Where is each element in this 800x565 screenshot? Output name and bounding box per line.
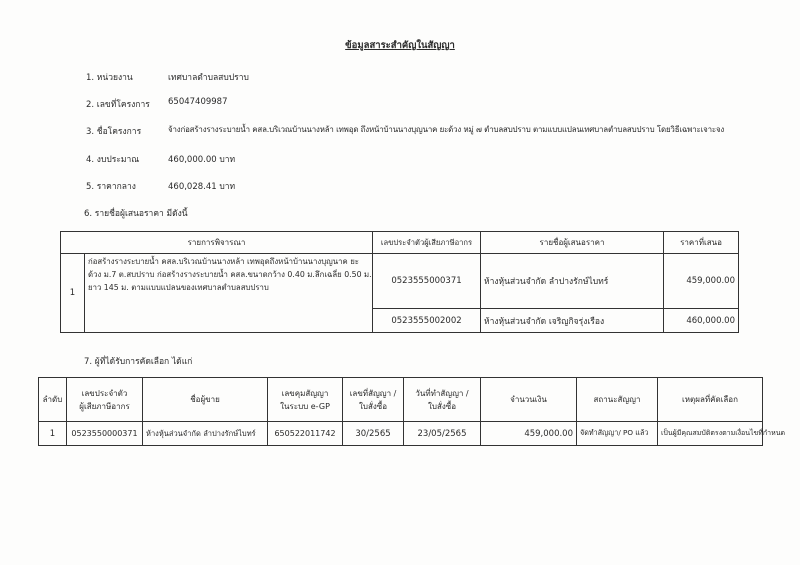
item-description-line: ด้วง ม.7 ต.สบปราบ ก่อสร้างรางระบายน้ำ คสล.ขนาดกว้าง 0.40 ม.ลึกเฉลี่ย 0.50 ม. [88,270,372,279]
bidders-table [60,231,739,333]
bidder-name: ห้างหุ้นส่วนจำกัด ลำปางรักษ์ไบทร์ [481,254,664,309]
bidder-name: ห้างหุ้นส่วนจำกัด เจริญกิจรุ่งเรือง [481,309,664,333]
header-bidder-name: รายชื่อผู้เสนอราคา [481,232,664,254]
header-status: สถานะสัญญา [577,378,658,422]
header-date [404,378,481,422]
bidder-tax-id: 0523555000371 [373,254,481,309]
winner-tax-id: 0523550000371 [67,422,143,446]
item-description-line: ก่อสร้างรางระบายน้ำ คสล.บริเวณบ้านนางหล้า เทพอุดถึงหน้าบ้านนางบุญนาค ยะ [88,257,359,266]
field-budget-value: 460,000.00 บาท [168,155,236,165]
winner-vendor: ห้างหุ้นส่วนจำกัด ลำปางรักษ์ไบทร์ [143,422,268,446]
field-project-no-label: 2. เลขที่โครงการ [86,100,150,110]
field-budget-label: 4. งบประมาณ [86,155,140,165]
item-description [85,254,373,333]
winner-doc-no: 30/2565 [343,422,404,446]
header-tax-id-line2: ผู้เสียภาษีอากร [79,401,130,411]
header-tax-id: เลขประจำตัวผู้เสียภาษีอากร [373,232,481,254]
bidders-header-row [61,232,739,254]
header-price: ราคาที่เสนอ [664,232,739,254]
winner-seq: 1 [39,422,67,446]
field-project-name-label: 3. ชื่อโครงการ [86,127,142,137]
header-doc-no-line2: ใบสั่งซื้อ [358,401,387,411]
header-tax-id-line1: เลขประจำตัว [81,388,128,398]
header-doc-no-line1: เลขที่สัญญา / [349,388,397,398]
winner-amount: 459,000.00 [481,422,577,446]
header-tax-id [67,378,143,422]
item-number: 1 [61,254,85,333]
bidders-heading: 6. รายชื่อผู้เสนอราคา มีดังนี้ [84,209,188,219]
field-median-price-value: 460,028.41 บาท [168,182,236,192]
winner-heading: 7. ผู้ที่ได้รับการคัดเลือก ได้แก่ [84,357,193,367]
winner-date: 23/05/2565 [404,422,481,446]
header-contract-no-line1: เลขคุมสัญญา [281,388,329,398]
header-seq: ลำดับ [39,378,67,422]
item-description-line: ยาว 145 ม. ตามแบบแปลนของเทศบาลตำบลสบปราบ [88,283,269,292]
header-date-line1: วันที่ทำสัญญา / [415,388,469,398]
header-reason: เหตุผลที่คัดเลือก [658,378,763,422]
field-project-name-value: จ้างก่อสร้างรางระบายน้ำ คสล.บริเวณบ้านนางหล้า เทพอุด ถึงหน้าบ้านนางบุญนาค ยะด้วง หมู่ ๗ ตำบลสบปราบ ตามแบบแปลนเทศบาลตำบลสบปราบ โดยวิธีเฉพาะเจาะจง [168,125,725,134]
header-vendor: ชื่อผู้ขาย [143,378,268,422]
header-date-line2: ใบสั่งซื้อ [427,401,456,411]
field-agency-label: 1. หน่วยงาน [86,73,133,83]
winner-status: จัดทำสัญญา/ PO แล้ว [577,422,658,446]
header-consideration: รายการพิจารณา [61,232,373,254]
bidder-price: 459,000.00 [664,254,739,309]
field-agency-value: เทศบาลตำบลสบปราบ [168,73,249,83]
bidder-tax-id: 0523555002002 [373,309,481,333]
winner-header-row [39,378,763,422]
winner-reason: เป็นผู้มีคุณสมบัติตรงตามเงื่อนไขที่กำหนด [658,422,763,446]
bidder-price: 460,000.00 [664,309,739,333]
bidder-row [61,254,739,309]
header-amount: จำนวนเงิน [481,378,577,422]
header-contract-no [268,378,343,422]
winner-table [38,377,786,446]
header-doc-no [343,378,404,422]
field-median-price-label: 5. ราคากลาง [86,182,136,192]
winner-row [39,422,763,446]
winner-contract-no: 650522011742 [268,422,343,446]
page-title: ข้อมูลสาระสำคัญในสัญญา [345,40,455,51]
header-contract-no-line2: ในระบบ e-GP [280,401,330,411]
field-project-no-value: 65047409987 [168,97,228,107]
